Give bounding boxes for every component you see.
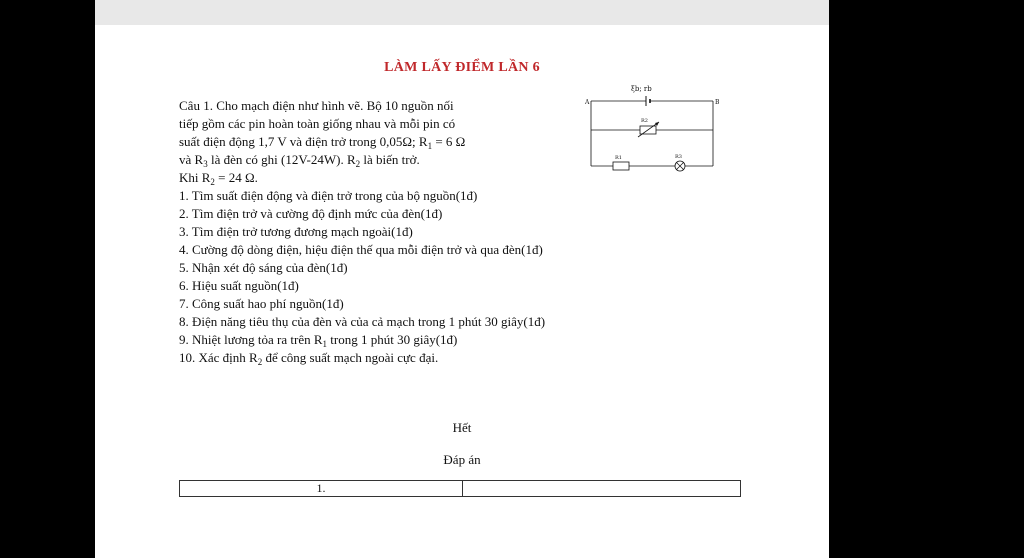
answer-table [179, 480, 741, 497]
answer-heading: Đáp án [443, 452, 481, 467]
r1-label: R1 [615, 155, 622, 161]
table-cell-row1-col2 [463, 481, 740, 496]
intro-line-5-sub: 2 [210, 177, 215, 187]
page-title: LÀM LẤY ĐIỂM LẦN 6 [384, 60, 540, 75]
intro-line-4-sub: 3 [203, 159, 208, 169]
question-3: 3. Tìm điện trở tương đương mạch ngoài(1đ) [179, 224, 413, 239]
intro-line-3 [179, 134, 465, 150]
intro-line-4-c: là biến trở. [360, 152, 420, 167]
question-8: 8. Điện năng tiêu thụ của đèn và của cả mạch trong 1 phút 30 giây(1đ) [179, 314, 546, 329]
circuit-diagram [583, 82, 723, 182]
source-label: ξb; rb [631, 85, 652, 93]
r2-label: R2 [641, 118, 648, 124]
intro-line-5-b: = 24 Ω. [214, 170, 258, 185]
question-4: 4. Cường độ dòng điện, hiệu điện thế qua mỗi điện trở và qua đèn(1đ) [179, 242, 543, 257]
question-7: 7. Công suất hao phí nguồn(1đ) [179, 296, 344, 311]
question-5: 5. Nhận xét độ sáng của đèn(1đ) [179, 260, 348, 275]
end-text: Hết [452, 420, 472, 435]
question-6: 6. Hiệu suất nguồn(1đ) [179, 278, 299, 293]
question-10 [179, 350, 438, 366]
question-1: 1. Tìm suất điện động và điện trở trong của bộ nguồn(1đ) [179, 188, 478, 203]
question-10-b: để công suất mạch ngoài cực đại. [262, 350, 439, 365]
question-9-b: trong 1 phút 30 giây(1đ) [327, 332, 458, 347]
intro-line-4-b: là đèn có ghi (12V-24W). R [207, 152, 356, 167]
intro-line-2: tiếp gồm các pin hoàn toàn giống nhau và mỗi pin có [179, 116, 456, 131]
question-9-sub: 1 [322, 339, 328, 349]
question-9 [179, 332, 457, 348]
document-page [95, 0, 829, 558]
intro-line-5 [179, 170, 258, 186]
intro-line-4-a: và R [179, 152, 204, 167]
intro-line-4 [179, 152, 420, 168]
intro-line-5-a: Khi R [179, 170, 211, 185]
question-9-a: 9. Nhiệt lương tỏa ra trên R [179, 332, 323, 347]
intro-line-3-sub: 1 [427, 141, 433, 151]
intro-line-4-sub2: 2 [355, 159, 361, 169]
question-10-a: 10. Xác định R [179, 350, 258, 365]
intro-line-1: Câu 1. Cho mạch điện như hình vẽ. Bộ 10 nguồn nối [179, 98, 454, 113]
intro-line-3-end: = 6 Ω [432, 134, 466, 149]
node-b-label: B [715, 99, 720, 106]
table-cell-row1-col1: 1. [180, 481, 463, 496]
resistor-r1 [613, 162, 629, 170]
node-a-label: A [585, 99, 590, 106]
intro-line-3-text: suất điện động 1,7 V và điện trở trong 0,05Ω; R [179, 134, 428, 149]
question-10-sub: 2 [257, 357, 263, 367]
question-2: 2. Tìm điện trở và cường độ định mức của đèn(1đ) [179, 206, 443, 221]
top-bar [95, 0, 829, 25]
r3-label: R3 [675, 154, 682, 160]
